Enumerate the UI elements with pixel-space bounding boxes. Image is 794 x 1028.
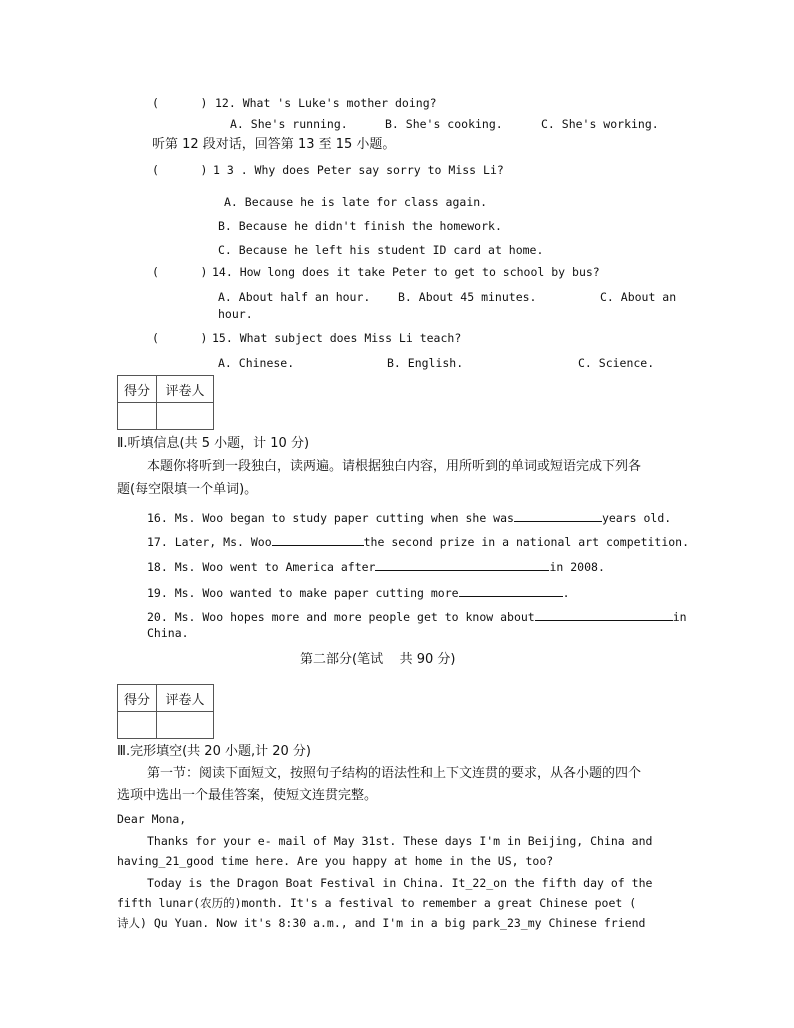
q16-blank[interactable] bbox=[514, 509, 602, 522]
q14-option-a: A. About half an hour. bbox=[218, 290, 371, 304]
q14-option-c-cont: hour. bbox=[218, 307, 253, 321]
q13-option-a: A. Because he is late for class again. bbox=[224, 195, 488, 209]
q14-option-b: B. About 45 minutes. bbox=[398, 290, 537, 304]
q19-text-a: 19. Ms. Woo wanted to make paper cutting more bbox=[147, 586, 459, 600]
dialog-12-instruction: 听第 12 段对话，回答第 13 至 15 小题。 bbox=[152, 137, 396, 152]
q17-text-b: the second prize in a national art competition. bbox=[363, 535, 690, 549]
q14-paren: ( ) bbox=[152, 265, 208, 279]
section-3-intro-line1: 第一节：阅读下面短文，按照句子结构的语法性和上下文连贯的要求，从各小题的四个 bbox=[147, 766, 642, 781]
q20-continued: China. bbox=[147, 626, 189, 640]
score-box-2 bbox=[117, 684, 214, 739]
section-2-title: Ⅱ.听填信息(共 5 小题，计 10 分) bbox=[117, 436, 310, 451]
section-2-intro-line1: 本题你将听到一段独白，读两遍。请根据独白内容，用所听到的单词或短语完成下列各 bbox=[147, 459, 642, 474]
section-2-intro-line2: 题(每空限填一个单词)。 bbox=[117, 482, 258, 497]
letter-line-1: Thanks for your e- mail of May 31st. These days I'm in Beijing, China and bbox=[147, 834, 653, 848]
score-cell[interactable] bbox=[118, 403, 157, 430]
q15-option-c: C. Science. bbox=[578, 356, 655, 370]
letter-salutation: Dear Mona, bbox=[117, 812, 187, 826]
q17-text-a: 17. Later, Ms. Woo bbox=[147, 535, 272, 549]
q15-option-a: A. Chinese. bbox=[218, 356, 295, 370]
letter-line-2: having_21_good time here. Are you happy at home in the US, too? bbox=[117, 854, 554, 868]
grader-cell-2[interactable] bbox=[157, 712, 214, 739]
letter-line-5: 诗人) Qu Yuan. Now it's 8:30 a.m., and I'm in a big park_23_my Chinese friend bbox=[117, 916, 646, 930]
q15-option-b: B. English. bbox=[387, 356, 464, 370]
grader-label: 评卷人 bbox=[157, 376, 214, 403]
q14-option-c: C. About an bbox=[600, 290, 677, 304]
q12-text: 12. What 's Luke's mother doing? bbox=[215, 96, 437, 110]
section-3-intro-line2: 选项中选出一个最佳答案，使短文连贯完整。 bbox=[117, 788, 378, 803]
q12-option-c: C. She's working. bbox=[541, 117, 659, 131]
q12-paren: ( ) bbox=[152, 96, 208, 110]
letter-line-3: Today is the Dragon Boat Festival in China. It_22_on the fifth day of the bbox=[147, 876, 653, 890]
q13-text: 1 3 . Why does Peter say sorry to Miss Li? bbox=[213, 163, 504, 177]
q15-text: 15. What subject does Miss Li teach? bbox=[212, 331, 462, 345]
q16-text-a: 16. Ms. Woo began to study paper cutting when she was bbox=[147, 511, 514, 525]
q16 bbox=[147, 509, 671, 526]
q20-blank[interactable] bbox=[535, 608, 673, 621]
q20 bbox=[147, 608, 687, 625]
q15-paren: ( ) bbox=[152, 331, 208, 345]
q18-text-b: in 2008. bbox=[549, 560, 605, 574]
q14-text: 14. How long does it take Peter to get to school by bus? bbox=[212, 265, 600, 279]
section-3-title: Ⅲ.完形填空(共 20 小题,计 20 分) bbox=[117, 744, 311, 759]
q16-text-b: years old. bbox=[601, 511, 672, 525]
q13-option-c: C. Because he left his student ID card at home. bbox=[218, 243, 544, 257]
grader-label-2: 评卷人 bbox=[157, 685, 214, 712]
q17 bbox=[147, 533, 689, 550]
q12-option-b: B. She's cooking. bbox=[385, 117, 503, 131]
part-2-title: 第二部分(笔试 共 90 分) bbox=[300, 652, 456, 667]
score-label-2: 得分 bbox=[118, 685, 157, 712]
q12-option-a: A. She's running. bbox=[230, 117, 348, 131]
score-label: 得分 bbox=[118, 376, 157, 403]
q20-text-a: 20. Ms. Woo hopes more and more people get to know about bbox=[147, 610, 535, 624]
q19 bbox=[147, 584, 570, 601]
q17-blank[interactable] bbox=[272, 533, 364, 546]
q18-text-a: 18. Ms. Woo went to America after bbox=[147, 560, 376, 574]
q13-option-b: B. Because he didn't finish the homework. bbox=[218, 219, 502, 233]
score-box bbox=[117, 375, 214, 430]
q18 bbox=[147, 558, 605, 575]
q18-blank[interactable] bbox=[375, 558, 549, 571]
letter-line-4: fifth lunar(农历的)month. It's a festival to remember a great Chinese poet ( bbox=[117, 896, 637, 910]
grader-cell[interactable] bbox=[157, 403, 214, 430]
q20-text-b: in bbox=[672, 610, 687, 624]
q13-paren: ( ) bbox=[152, 163, 208, 177]
score-cell-2[interactable] bbox=[118, 712, 157, 739]
q19-text-b: . bbox=[562, 586, 570, 600]
q19-blank[interactable] bbox=[459, 584, 563, 597]
